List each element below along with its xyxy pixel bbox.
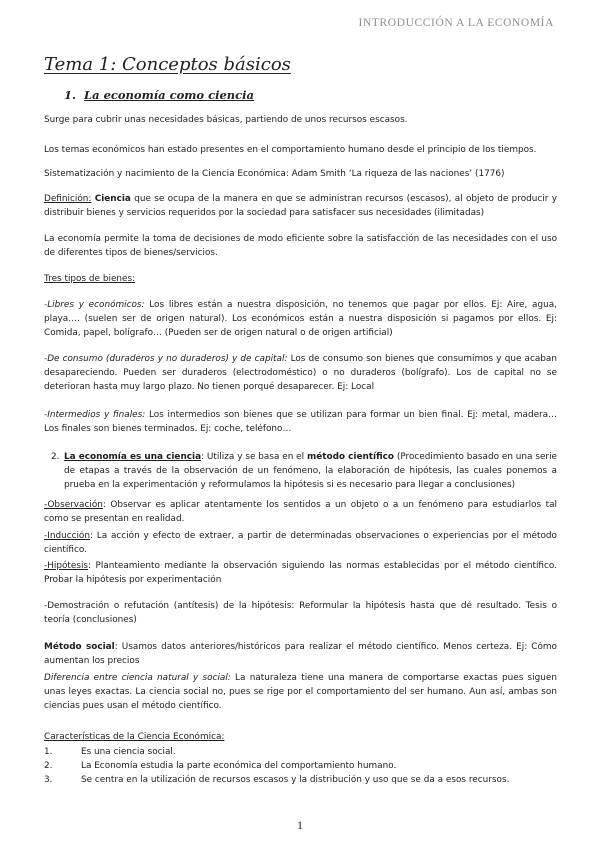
tres-tipos-heading	[44, 272, 557, 286]
observacion-label: -Observación	[44, 500, 103, 510]
list-text: La Economía estudia la parte económica del comportamiento humano.	[81, 761, 397, 771]
section-2-bold: método científico	[306, 452, 395, 462]
metodo-social-text: : Usamos datos anteriores/históricos para realizar el método científico. Menos certeza. Ej: Cómo aumentan los precios	[44, 642, 557, 666]
bien-intermedios-text: Los intermedios son bienes que se utilizan para formar un bien final. Ej: metal, madera… Los finales son bienes terminados. Ej: coche, teléfono…	[44, 410, 557, 434]
list-text: Se centra en la utilización de recursos escasos y la distribución y uso que se da a esos recursos.	[81, 775, 510, 785]
bien-consumo-label: -De consumo (duraderos y no duraderos) y de capital:	[44, 354, 288, 364]
list-text: Es una ciencia social.	[81, 747, 176, 757]
demostracion: -Demostración o refutación (antítesis) de la hipótesis: Reformular la hipótesis hasta que dé resultado. Tesis o teoría (conclusiones)	[44, 601, 557, 625]
metodo-social	[44, 640, 557, 668]
induccion	[44, 529, 557, 557]
list-number: 3.	[44, 775, 53, 785]
bien-consumo-text: Los de consumo son bienes que consumimos y que acaban desapareciendo. Pueden ser duraderos (electrodoméstico) o no duraderos (bolígrafo). Los de capital no se deterioran hasta muy largo plazo. No tienen porqué desaparecer. Ej: Local	[44, 354, 557, 392]
paragraph-sistematizacion: Sistematización y nacimiento de la Ciencia Económica: Adam Smith ‘La riqueza de las naciones’ (1776)	[44, 169, 505, 179]
page-title: Tema 1: Conceptos básicos	[44, 54, 291, 75]
bien-libres-text: Los libres están a nuestra disposición, no tenemos que pagar por ellos. Ej: Aire, agua, playa…. (suelen ser de origen natural). Los económicos están a nuestra disposición si pagamos por ellos. Ej: Comida, papel, bolígrafo… (Pueden ser de origen natural o de origen artificial)	[44, 300, 557, 338]
induccion-label: -Inducción	[44, 531, 90, 541]
diferencia-label: Diferencia entre ciencia natural y social:	[44, 673, 231, 683]
observacion-text: : Observar es aplicar atentamente los sentidos a un objeto o a un fenómeno para estudiarlos tal como se presentan en realidad.	[44, 500, 557, 524]
definicion-text: que se ocupa de la manera en que se administran recursos (escasos), al objeto de producir y distribuir bienes y servicios requeridos por la sociedad para satisfacer sus necesidades (ilimitadas)	[44, 194, 557, 218]
caracteristicas-heading	[44, 730, 557, 744]
paragraph-economia-permite: La economía permite la toma de decisiones de modo eficiente sobre la satisfacción de las necesidades con el uso de diferentes tipos de bienes/servicios.	[44, 234, 557, 258]
caracteristicas-label: Características de la Ciencia Económica:	[44, 732, 225, 742]
bien-intermedios	[44, 408, 557, 436]
bien-intermedios-label: -Intermedios y finales:	[44, 410, 146, 420]
section-2-text-2: (Procedimiento basado en una serie de etapas a través de la observación de un fenómeno, la elaboración de hipótesis, las cuales ponemos a prueba en la experimentación y reformulamos la hipótesis si es necesario para llegar a conclusiones)	[64, 452, 557, 490]
section-2-paragraph	[51, 450, 557, 492]
section-2-title: La economía es una ciencia	[64, 452, 202, 462]
list-number: 2.	[44, 761, 53, 771]
definicion-label: Definición:	[44, 194, 92, 204]
paragraph-definicion	[44, 192, 557, 220]
running-header: INTRODUCCIÓN A LA ECONOMÍA	[358, 17, 554, 29]
page-number: 1	[297, 818, 303, 832]
list-number: 1.	[44, 747, 53, 757]
induccion-text: : La acción y efecto de extraer, a partir de determinadas observaciones o experiencias por el método científico.	[44, 531, 557, 555]
hipotesis-label: -Hipótesis	[44, 561, 89, 571]
hipotesis-text: : Planteamiento mediante la observación siguiendo las normas establecidas por el método científico. Probar la hipótesis por experimentación	[44, 561, 557, 585]
diferencia-text: La naturaleza tiene una manera de comportarse exactas pues siguen unas leyes exactas. La ciencia social no, pues se rige por el comportamiento del ser humano. Aun así, ambas son ciencias pues usan el método científico.	[44, 673, 557, 711]
section-1-title: La economía como ciencia	[84, 88, 254, 102]
section-1-number: 1.	[64, 88, 77, 102]
diferencia	[44, 671, 557, 713]
hipotesis	[44, 559, 557, 587]
section-2-text-1: : Utiliza y se basa en el	[201, 452, 307, 462]
bien-consumo	[44, 352, 557, 394]
tres-tipos-label: Tres tipos de bienes:	[44, 274, 136, 284]
paragraph-surge: Surge para cubrir unas necesidades básicas, partiendo de unos recursos escasos.	[44, 115, 408, 125]
definicion-term: Ciencia	[94, 194, 131, 204]
paragraph-temas: Los temas económicos han estado presentes en el comportamiento humano desde el principio de los tiempos.	[44, 145, 537, 155]
section-1-heading	[64, 88, 254, 102]
observacion	[44, 498, 557, 526]
bien-libres	[44, 298, 557, 340]
metodo-social-label: Método social	[44, 642, 115, 652]
section-2-number: 2.	[51, 452, 60, 462]
bien-libres-label: -Libres y económicos:	[44, 300, 145, 310]
